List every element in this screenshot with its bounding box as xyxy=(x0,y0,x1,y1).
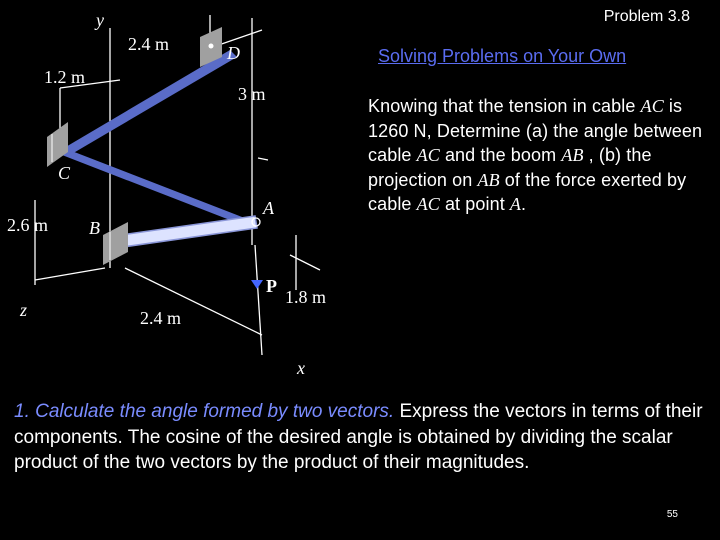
wall-plate-b xyxy=(103,222,128,265)
step-lead: 1. Calculate the angle formed by two vectors. xyxy=(14,401,395,422)
point-a-label: A xyxy=(263,198,274,218)
y-axis-label: y xyxy=(96,10,104,30)
right-height-tick xyxy=(258,158,268,160)
anchor-d-dot xyxy=(209,44,214,49)
wall-plate-c xyxy=(47,122,68,167)
dim-top-width: 2.4 m xyxy=(128,34,170,54)
cable-ca xyxy=(62,148,255,229)
cable-cd xyxy=(64,50,237,155)
point-p-label: P xyxy=(266,276,277,296)
dim-right-height: 3 m xyxy=(238,84,266,104)
right-offset-line xyxy=(290,255,320,270)
dim-lower-left-height: 2.6 m xyxy=(7,215,49,235)
dim-bottom-width: 2.4 m xyxy=(140,308,182,328)
dim-right-offset: 1.8 m xyxy=(285,287,327,307)
problem-number: Problem 3.8 xyxy=(603,8,690,25)
z-axis-label: z xyxy=(20,300,28,320)
page-number: 55 xyxy=(666,509,678,520)
x-axis-label: x xyxy=(297,358,305,378)
step-body: Express the vectors in terms of their components. The cosine of the desired angle is obtained by dividing the scalar product of the two vectors by the product of their magnitudes. xyxy=(14,401,703,473)
point-b-label: B xyxy=(89,218,100,238)
dim-left-height: 1.2 m xyxy=(44,67,86,87)
force-marker-p xyxy=(251,280,263,289)
x-axis-line xyxy=(255,245,262,355)
solution-step xyxy=(14,399,720,476)
point-d-label: D xyxy=(227,43,240,63)
section-subtitle: Solving Problems on Your Own xyxy=(378,46,627,66)
point-c-label: C xyxy=(58,163,71,183)
boom-ab xyxy=(114,216,257,248)
z-axis-line xyxy=(35,268,105,280)
problem-statement: Knowing that the tension in cable AC is 1260 N, Determine (a) the angle between cable AC and the boom AB , (b) the projection on AB of the force exerted by cable AC at point A. xyxy=(368,96,703,214)
